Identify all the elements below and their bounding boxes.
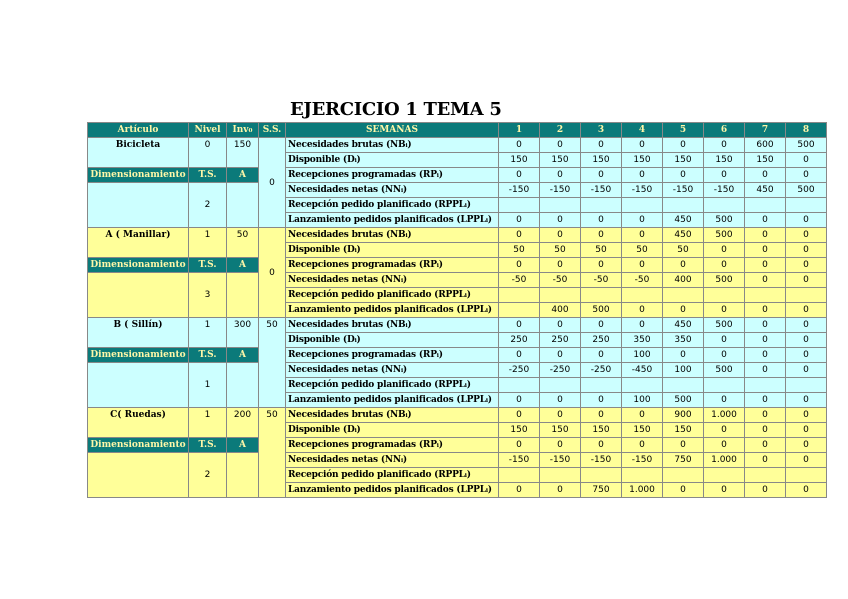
dimensionamiento-label: Dimensionamiento [88, 258, 189, 273]
week-value-cell: 0 [540, 258, 581, 273]
week-value-cell: 0 [581, 318, 622, 333]
ts-label: T.S. [189, 438, 227, 453]
article-row [88, 318, 827, 333]
week-value-cell: 0 [663, 258, 704, 273]
dimensionamiento-label: Dimensionamiento [88, 348, 189, 363]
week-value-cell [745, 378, 786, 393]
week-value-cell: 150 [581, 423, 622, 438]
row-label: Disponible (Dᵢ) [286, 243, 499, 258]
week-value-cell: 0 [540, 168, 581, 183]
week-value-cell: 50 [581, 243, 622, 258]
a-label: A [227, 438, 259, 453]
week-value-cell: 0 [581, 213, 622, 228]
ts-label: T.S. [189, 348, 227, 363]
week-value-cell: 0 [622, 213, 663, 228]
ts-label: T.S. [189, 258, 227, 273]
week-value-cell: 0 [540, 393, 581, 408]
article-safety-stock: 0 [259, 138, 286, 228]
week-value-cell: 400 [663, 273, 704, 288]
row-label: Recepciones programadas (RPᵢ) [286, 438, 499, 453]
week-value-cell: 0 [581, 228, 622, 243]
row-label: Disponible (Dᵢ) [286, 333, 499, 348]
week-value-cell: 0 [786, 453, 827, 468]
dimensionamiento-value [88, 273, 189, 318]
week-value-cell: 0 [745, 483, 786, 498]
week-value-cell: 350 [663, 333, 704, 348]
week-value-cell: 0 [745, 453, 786, 468]
week-value-cell: 0 [499, 168, 540, 183]
week-value-cell: 0 [745, 168, 786, 183]
week-value-cell [581, 378, 622, 393]
week-value-cell: 150 [663, 423, 704, 438]
week-value-cell: 100 [622, 393, 663, 408]
article-row [88, 168, 827, 183]
header-week-6: 6 [704, 123, 745, 138]
article-row [88, 363, 827, 378]
article-name: C( Ruedas) [88, 408, 189, 438]
row-label: Lanzamiento pedidos planificados (LPPLᵢ) [286, 393, 499, 408]
week-value-cell: 0 [704, 438, 745, 453]
week-value-cell: 500 [704, 273, 745, 288]
week-value-cell: 0 [745, 333, 786, 348]
article-row [88, 183, 827, 198]
header-week-3: 3 [581, 123, 622, 138]
week-value-cell: 0 [499, 318, 540, 333]
week-value-cell: 0 [786, 393, 827, 408]
week-value-cell [540, 198, 581, 213]
week-value-cell: 0 [704, 393, 745, 408]
article-safety-stock: 0 [259, 228, 286, 318]
article-name: Bicicleta [88, 138, 189, 168]
week-value-cell: 50 [622, 243, 663, 258]
week-value-cell: 0 [745, 318, 786, 333]
week-value-cell: 100 [663, 363, 704, 378]
week-value-cell: -150 [622, 453, 663, 468]
article-inventory: 300 [227, 318, 259, 348]
article-row [88, 273, 827, 288]
week-value-cell: -50 [540, 273, 581, 288]
week-value-cell: -150 [540, 183, 581, 198]
week-value-cell [499, 303, 540, 318]
week-value-cell: 0 [499, 483, 540, 498]
article-row [88, 438, 827, 453]
week-value-cell: 500 [581, 303, 622, 318]
week-value-cell [581, 468, 622, 483]
dimensionamiento-value [88, 453, 189, 498]
week-value-cell: -150 [581, 183, 622, 198]
week-value-cell: 0 [786, 153, 827, 168]
article-a-value [227, 453, 259, 498]
week-value-cell [704, 378, 745, 393]
week-value-cell: 0 [745, 363, 786, 378]
week-value-cell: -150 [499, 453, 540, 468]
week-value-cell: 0 [622, 168, 663, 183]
row-label: Recepciones programadas (RPᵢ) [286, 168, 499, 183]
week-value-cell: 0 [622, 408, 663, 423]
week-value-cell: 0 [704, 333, 745, 348]
week-value-cell: 0 [663, 483, 704, 498]
week-value-cell: -150 [540, 453, 581, 468]
week-value-cell [663, 468, 704, 483]
header-week-5: 5 [663, 123, 704, 138]
week-value-cell: 0 [786, 438, 827, 453]
week-value-cell [499, 468, 540, 483]
dimensionamiento-value [88, 183, 189, 228]
week-value-cell: 0 [540, 228, 581, 243]
article-ts: 1 [189, 363, 227, 408]
week-value-cell: 0 [581, 348, 622, 363]
week-value-cell: 150 [745, 153, 786, 168]
week-value-cell: 0 [786, 348, 827, 363]
week-value-cell: -50 [622, 273, 663, 288]
week-value-cell: 0 [663, 303, 704, 318]
row-label: Lanzamiento pedidos planificados (LPPLᵢ) [286, 213, 499, 228]
week-value-cell: 0 [704, 168, 745, 183]
week-value-cell: 0 [704, 243, 745, 258]
row-label: Necesidades brutas (NBᵢ) [286, 228, 499, 243]
week-value-cell: 0 [499, 138, 540, 153]
dimensionamiento-value [88, 363, 189, 408]
week-value-cell: 750 [581, 483, 622, 498]
row-label: Recepciones programadas (RPᵢ) [286, 258, 499, 273]
week-value-cell: 0 [499, 213, 540, 228]
week-value-cell: 0 [499, 348, 540, 363]
week-value-cell: 250 [499, 333, 540, 348]
week-value-cell: 0 [745, 258, 786, 273]
a-label: A [227, 258, 259, 273]
week-value-cell: 150 [499, 153, 540, 168]
week-value-cell: 0 [745, 423, 786, 438]
week-value-cell: 0 [581, 168, 622, 183]
week-value-cell: 150 [581, 153, 622, 168]
week-value-cell: 0 [704, 423, 745, 438]
row-label: Disponible (Dᵢ) [286, 423, 499, 438]
week-value-cell: 150 [540, 153, 581, 168]
article-name: A ( Manillar) [88, 228, 189, 258]
article-nivel: 1 [189, 228, 227, 258]
week-value-cell: 100 [622, 348, 663, 363]
week-value-cell [745, 468, 786, 483]
week-value-cell: 0 [499, 408, 540, 423]
week-value-cell: 150 [622, 423, 663, 438]
header-week-8: 8 [786, 123, 827, 138]
week-value-cell: 0 [786, 273, 827, 288]
week-value-cell [745, 198, 786, 213]
week-value-cell: 0 [745, 348, 786, 363]
week-value-cell: 500 [704, 213, 745, 228]
week-value-cell: 350 [622, 333, 663, 348]
week-value-cell: 1.000 [622, 483, 663, 498]
row-label: Necesidades netas (NNᵢ) [286, 183, 499, 198]
week-value-cell [540, 468, 581, 483]
week-value-cell: 0 [663, 168, 704, 183]
week-value-cell: 0 [622, 303, 663, 318]
week-value-cell [499, 288, 540, 303]
row-label: Recepción pedido planificado (RPPLᵢ) [286, 198, 499, 213]
row-label: Recepción pedido planificado (RPPLᵢ) [286, 468, 499, 483]
week-value-cell [581, 288, 622, 303]
a-label: A [227, 168, 259, 183]
week-value-cell: 0 [786, 213, 827, 228]
week-value-cell: 0 [540, 213, 581, 228]
header-inv: Inv₀ [227, 123, 259, 138]
row-label: Necesidades netas (NNᵢ) [286, 363, 499, 378]
week-value-cell: 0 [581, 438, 622, 453]
week-value-cell: 0 [540, 408, 581, 423]
week-value-cell: 1.000 [704, 408, 745, 423]
week-value-cell [704, 468, 745, 483]
article-ts: 2 [189, 453, 227, 498]
week-value-cell: 0 [786, 363, 827, 378]
week-value-cell: -150 [581, 453, 622, 468]
week-value-cell: -50 [499, 273, 540, 288]
week-value-cell: 0 [786, 168, 827, 183]
week-value-cell: 0 [499, 228, 540, 243]
week-value-cell: 0 [540, 318, 581, 333]
week-value-cell: 0 [663, 348, 704, 363]
week-value-cell [663, 378, 704, 393]
week-value-cell: -50 [581, 273, 622, 288]
article-inventory: 50 [227, 228, 259, 258]
week-value-cell [622, 468, 663, 483]
row-label: Recepciones programadas (RPᵢ) [286, 348, 499, 363]
week-value-cell: 0 [704, 483, 745, 498]
week-value-cell: 0 [745, 213, 786, 228]
week-value-cell [663, 288, 704, 303]
week-value-cell: -150 [704, 183, 745, 198]
week-value-cell: 0 [786, 408, 827, 423]
row-label: Lanzamiento pedidos planificados (LPPLᵢ) [286, 483, 499, 498]
week-value-cell: 0 [786, 303, 827, 318]
week-value-cell [786, 198, 827, 213]
week-value-cell: -150 [622, 183, 663, 198]
week-value-cell: 0 [540, 348, 581, 363]
week-value-cell: -450 [622, 363, 663, 378]
week-value-cell [786, 468, 827, 483]
article-a-value [227, 363, 259, 408]
article-a-value [227, 273, 259, 318]
article-ts: 3 [189, 273, 227, 318]
header-week-4: 4 [622, 123, 663, 138]
article-row [88, 408, 827, 423]
dimensionamiento-label: Dimensionamiento [88, 168, 189, 183]
week-value-cell: 600 [745, 138, 786, 153]
row-label: Lanzamiento pedidos planificados (LPPLᵢ) [286, 303, 499, 318]
mrp-table [87, 122, 827, 498]
week-value-cell: 0 [786, 228, 827, 243]
article-inventory: 200 [227, 408, 259, 438]
week-value-cell: 0 [622, 228, 663, 243]
week-value-cell: 900 [663, 408, 704, 423]
week-value-cell: 50 [540, 243, 581, 258]
week-value-cell: 0 [581, 393, 622, 408]
week-value-cell: 750 [663, 453, 704, 468]
week-value-cell: 150 [663, 153, 704, 168]
article-inventory: 150 [227, 138, 259, 168]
week-value-cell: 450 [663, 318, 704, 333]
week-value-cell: 450 [663, 213, 704, 228]
week-value-cell [704, 198, 745, 213]
header-semanas: SEMANAS [286, 123, 499, 138]
week-value-cell: -250 [499, 363, 540, 378]
week-value-cell: 0 [704, 138, 745, 153]
article-row [88, 138, 827, 153]
week-value-cell: 0 [786, 243, 827, 258]
week-value-cell: 0 [581, 258, 622, 273]
week-value-cell [581, 198, 622, 213]
header-row [88, 123, 827, 138]
week-value-cell [786, 378, 827, 393]
week-value-cell: 0 [540, 438, 581, 453]
week-value-cell [499, 198, 540, 213]
article-ts: 2 [189, 183, 227, 228]
week-value-cell: 0 [622, 258, 663, 273]
week-value-cell: 0 [745, 408, 786, 423]
week-value-cell: 500 [786, 138, 827, 153]
article-safety-stock: 50 [259, 318, 286, 408]
article-row [88, 258, 827, 273]
week-value-cell: 0 [786, 423, 827, 438]
article-name: B ( Sillín) [88, 318, 189, 348]
week-value-cell: 500 [704, 363, 745, 378]
week-value-cell: 0 [499, 438, 540, 453]
week-value-cell: 0 [745, 393, 786, 408]
dimensionamiento-label: Dimensionamiento [88, 438, 189, 453]
header-week-2: 2 [540, 123, 581, 138]
week-value-cell: 500 [704, 228, 745, 243]
header-ss: S.S. [259, 123, 286, 138]
week-value-cell [540, 288, 581, 303]
week-value-cell: 150 [704, 153, 745, 168]
week-value-cell [622, 198, 663, 213]
article-row [88, 453, 827, 468]
ts-label: T.S. [189, 168, 227, 183]
week-value-cell: 0 [581, 408, 622, 423]
week-value-cell: -150 [663, 183, 704, 198]
page-title: EJERCICIO 1 TEMA 5 [290, 99, 502, 120]
week-value-cell: 0 [622, 138, 663, 153]
article-nivel: 0 [189, 138, 227, 168]
week-value-cell: 0 [745, 243, 786, 258]
week-value-cell: 450 [663, 228, 704, 243]
week-value-cell: 0 [745, 438, 786, 453]
week-value-cell: 500 [704, 318, 745, 333]
week-value-cell [622, 288, 663, 303]
week-value-cell: 450 [745, 183, 786, 198]
row-label: Recepción pedido planificado (RPPLᵢ) [286, 288, 499, 303]
article-row [88, 348, 827, 363]
week-value-cell: 150 [622, 153, 663, 168]
row-label: Disponible (Dᵢ) [286, 153, 499, 168]
week-value-cell: 0 [581, 138, 622, 153]
header-articulo: Artículo [88, 123, 189, 138]
article-row [88, 228, 827, 243]
week-value-cell: 400 [540, 303, 581, 318]
week-value-cell: 0 [540, 483, 581, 498]
week-value-cell: 0 [622, 318, 663, 333]
week-value-cell: 50 [499, 243, 540, 258]
week-value-cell [663, 198, 704, 213]
week-value-cell: 0 [663, 138, 704, 153]
week-value-cell [786, 288, 827, 303]
week-value-cell [622, 378, 663, 393]
row-label: Necesidades brutas (NBᵢ) [286, 408, 499, 423]
week-value-cell: -150 [499, 183, 540, 198]
week-value-cell: 0 [745, 303, 786, 318]
week-value-cell: 250 [581, 333, 622, 348]
week-value-cell: 0 [499, 393, 540, 408]
article-nivel: 1 [189, 318, 227, 348]
week-value-cell: 50 [663, 243, 704, 258]
row-label: Recepción pedido planificado (RPPLᵢ) [286, 378, 499, 393]
week-value-cell: 0 [704, 348, 745, 363]
row-label: Necesidades netas (NNᵢ) [286, 273, 499, 288]
header-nivel: Nivel [189, 123, 227, 138]
week-value-cell: 0 [786, 318, 827, 333]
week-value-cell [499, 378, 540, 393]
week-value-cell [540, 378, 581, 393]
week-value-cell: 0 [745, 228, 786, 243]
week-value-cell: 500 [663, 393, 704, 408]
article-safety-stock: 50 [259, 408, 286, 498]
week-value-cell: 500 [786, 183, 827, 198]
week-value-cell: 0 [499, 258, 540, 273]
week-value-cell [745, 288, 786, 303]
week-value-cell: 0 [786, 258, 827, 273]
week-value-cell: 0 [704, 303, 745, 318]
week-value-cell: 0 [786, 333, 827, 348]
week-value-cell: 250 [540, 333, 581, 348]
week-value-cell: 0 [663, 438, 704, 453]
row-label: Necesidades brutas (NBᵢ) [286, 138, 499, 153]
week-value-cell: 0 [745, 273, 786, 288]
week-value-cell: -250 [540, 363, 581, 378]
row-label: Necesidades brutas (NBᵢ) [286, 318, 499, 333]
header-week-1: 1 [499, 123, 540, 138]
week-value-cell: 150 [540, 423, 581, 438]
week-value-cell [704, 288, 745, 303]
a-label: A [227, 348, 259, 363]
week-value-cell: 150 [499, 423, 540, 438]
week-value-cell: 0 [704, 258, 745, 273]
article-a-value [227, 183, 259, 228]
week-value-cell: 0 [622, 438, 663, 453]
week-value-cell: -250 [581, 363, 622, 378]
week-value-cell: 1.000 [704, 453, 745, 468]
week-value-cell: 0 [786, 483, 827, 498]
article-nivel: 1 [189, 408, 227, 438]
header-week-7: 7 [745, 123, 786, 138]
row-label: Necesidades netas (NNᵢ) [286, 453, 499, 468]
week-value-cell: 0 [540, 138, 581, 153]
